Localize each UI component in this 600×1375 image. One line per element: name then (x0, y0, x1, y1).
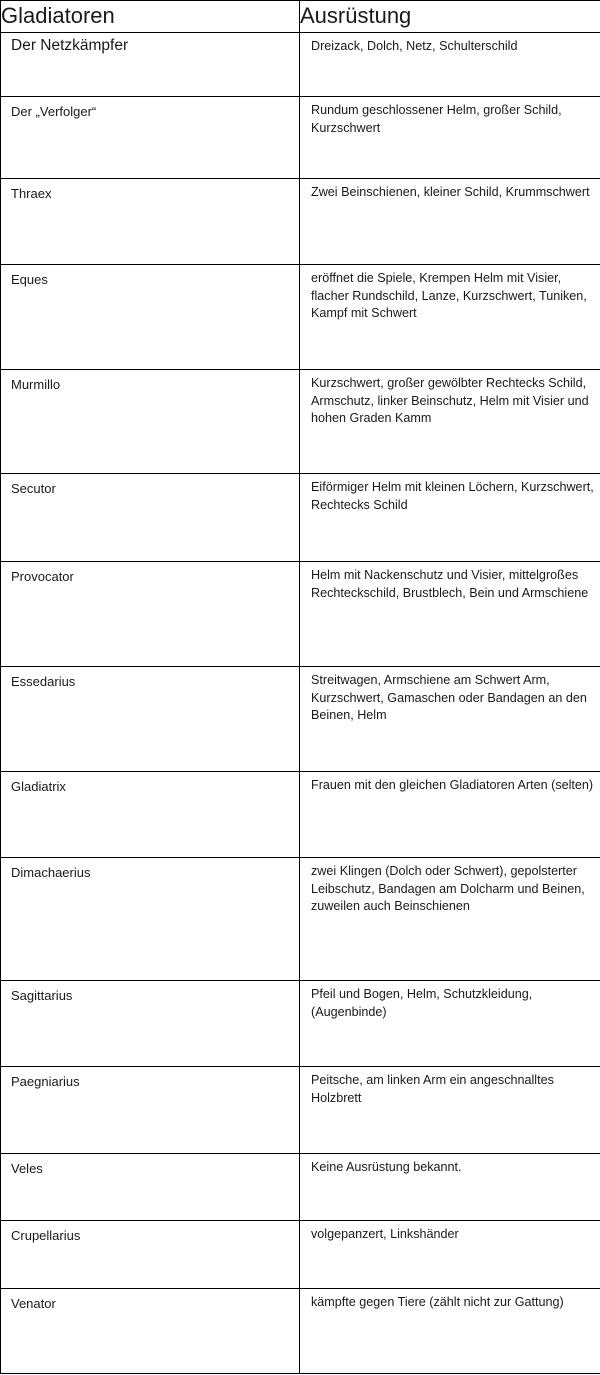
gladiator-equipment: kämpfte gegen Tiere (zählt nicht zur Gattung) (300, 1289, 600, 1374)
gladiator-name: Paegniarius (1, 1067, 300, 1154)
gladiator-name: Crupellarius (1, 1221, 300, 1289)
gladiator-name: Provocator (1, 562, 300, 667)
gladiator-equipment: Dreizack, Dolch, Netz, Schulterschild (300, 33, 600, 97)
gladiator-name: Dimachaerius (1, 858, 300, 981)
gladiator-equipment: Eiförmiger Helm mit kleinen Löchern, Kurzschwert, Rechtecks Schild (300, 474, 600, 562)
table-row (1, 1154, 600, 1221)
gladiator-equipment: Keine Ausrüstung bekannt. (300, 1154, 600, 1221)
header-equipment: Ausrüstung (300, 1, 600, 33)
table-row (1, 1221, 600, 1289)
gladiator-name: Secutor (1, 474, 300, 562)
gladiator-name: Der Netzkämpfer (1, 33, 300, 97)
gladiator-equipment: Pfeil und Bogen, Helm, Schutzkleidung, (Augenbinde) (300, 981, 600, 1067)
table-row (1, 667, 600, 772)
gladiator-equipment: Streitwagen, Armschiene am Schwert Arm, Kurzschwert, Gamaschen oder Bandagen an den Beinen, Helm (300, 667, 600, 772)
table-row (1, 772, 600, 858)
gladiator-name: Thraex (1, 179, 300, 265)
table-row (1, 474, 600, 562)
header-gladiators: Gladiatoren (1, 1, 300, 33)
gladiator-equipment: Zwei Beinschienen, kleiner Schild, Krummschwert (300, 179, 600, 265)
table-row (1, 179, 600, 265)
header-row (1, 1, 600, 33)
gladiator-name: Der „Verfolger“ (1, 97, 300, 179)
gladiator-name: Essedarius (1, 667, 300, 772)
gladiator-name: Gladiatrix (1, 772, 300, 858)
gladiator-name: Eques (1, 265, 300, 370)
table-row (1, 370, 600, 474)
table-row (1, 33, 600, 97)
table-row (1, 1067, 600, 1154)
gladiator-equipment: zwei Klingen (Dolch oder Schwert), gepolsterter Leibschutz, Bandagen am Dolcharm und Beinen, zuweilen auch Beinschienen (300, 858, 600, 981)
gladiator-name: Murmillo (1, 370, 300, 474)
gladiator-name: Sagittarius (1, 981, 300, 1067)
gladiator-equipment: Kurzschwert, großer gewölbter Rechtecks Schild, Armschutz, linker Beinschutz, Helm mit Visier und hohen Graden Kamm (300, 370, 600, 474)
table-row (1, 981, 600, 1067)
gladiator-equipment: eröffnet die Spiele, Krempen Helm mit Visier, flacher Rundschild, Lanze, Kurzschwert, Tuniken, Kampf mit Schwert (300, 265, 600, 370)
gladiator-equipment: Helm mit Nackenschutz und Visier, mittelgroßes Rechteckschild, Brustblech, Bein und Armschiene (300, 562, 600, 667)
gladiator-equipment: Peitsche, am linken Arm ein angeschnalltes Holzbrett (300, 1067, 600, 1154)
gladiator-equipment: Frauen mit den gleichen Gladiatoren Arten (selten) (300, 772, 600, 858)
gladiator-equipment: volgepanzert, Linkshänder (300, 1221, 600, 1289)
table-row (1, 1289, 600, 1374)
gladiator-name: Venator (1, 1289, 300, 1374)
gladiator-name: Veles (1, 1154, 300, 1221)
table-row (1, 97, 600, 179)
gladiator-equipment: Rundum geschlossener Helm, großer Schild, Kurzschwert (300, 97, 600, 179)
table-row (1, 562, 600, 667)
table-row (1, 858, 600, 981)
table-row (1, 265, 600, 370)
